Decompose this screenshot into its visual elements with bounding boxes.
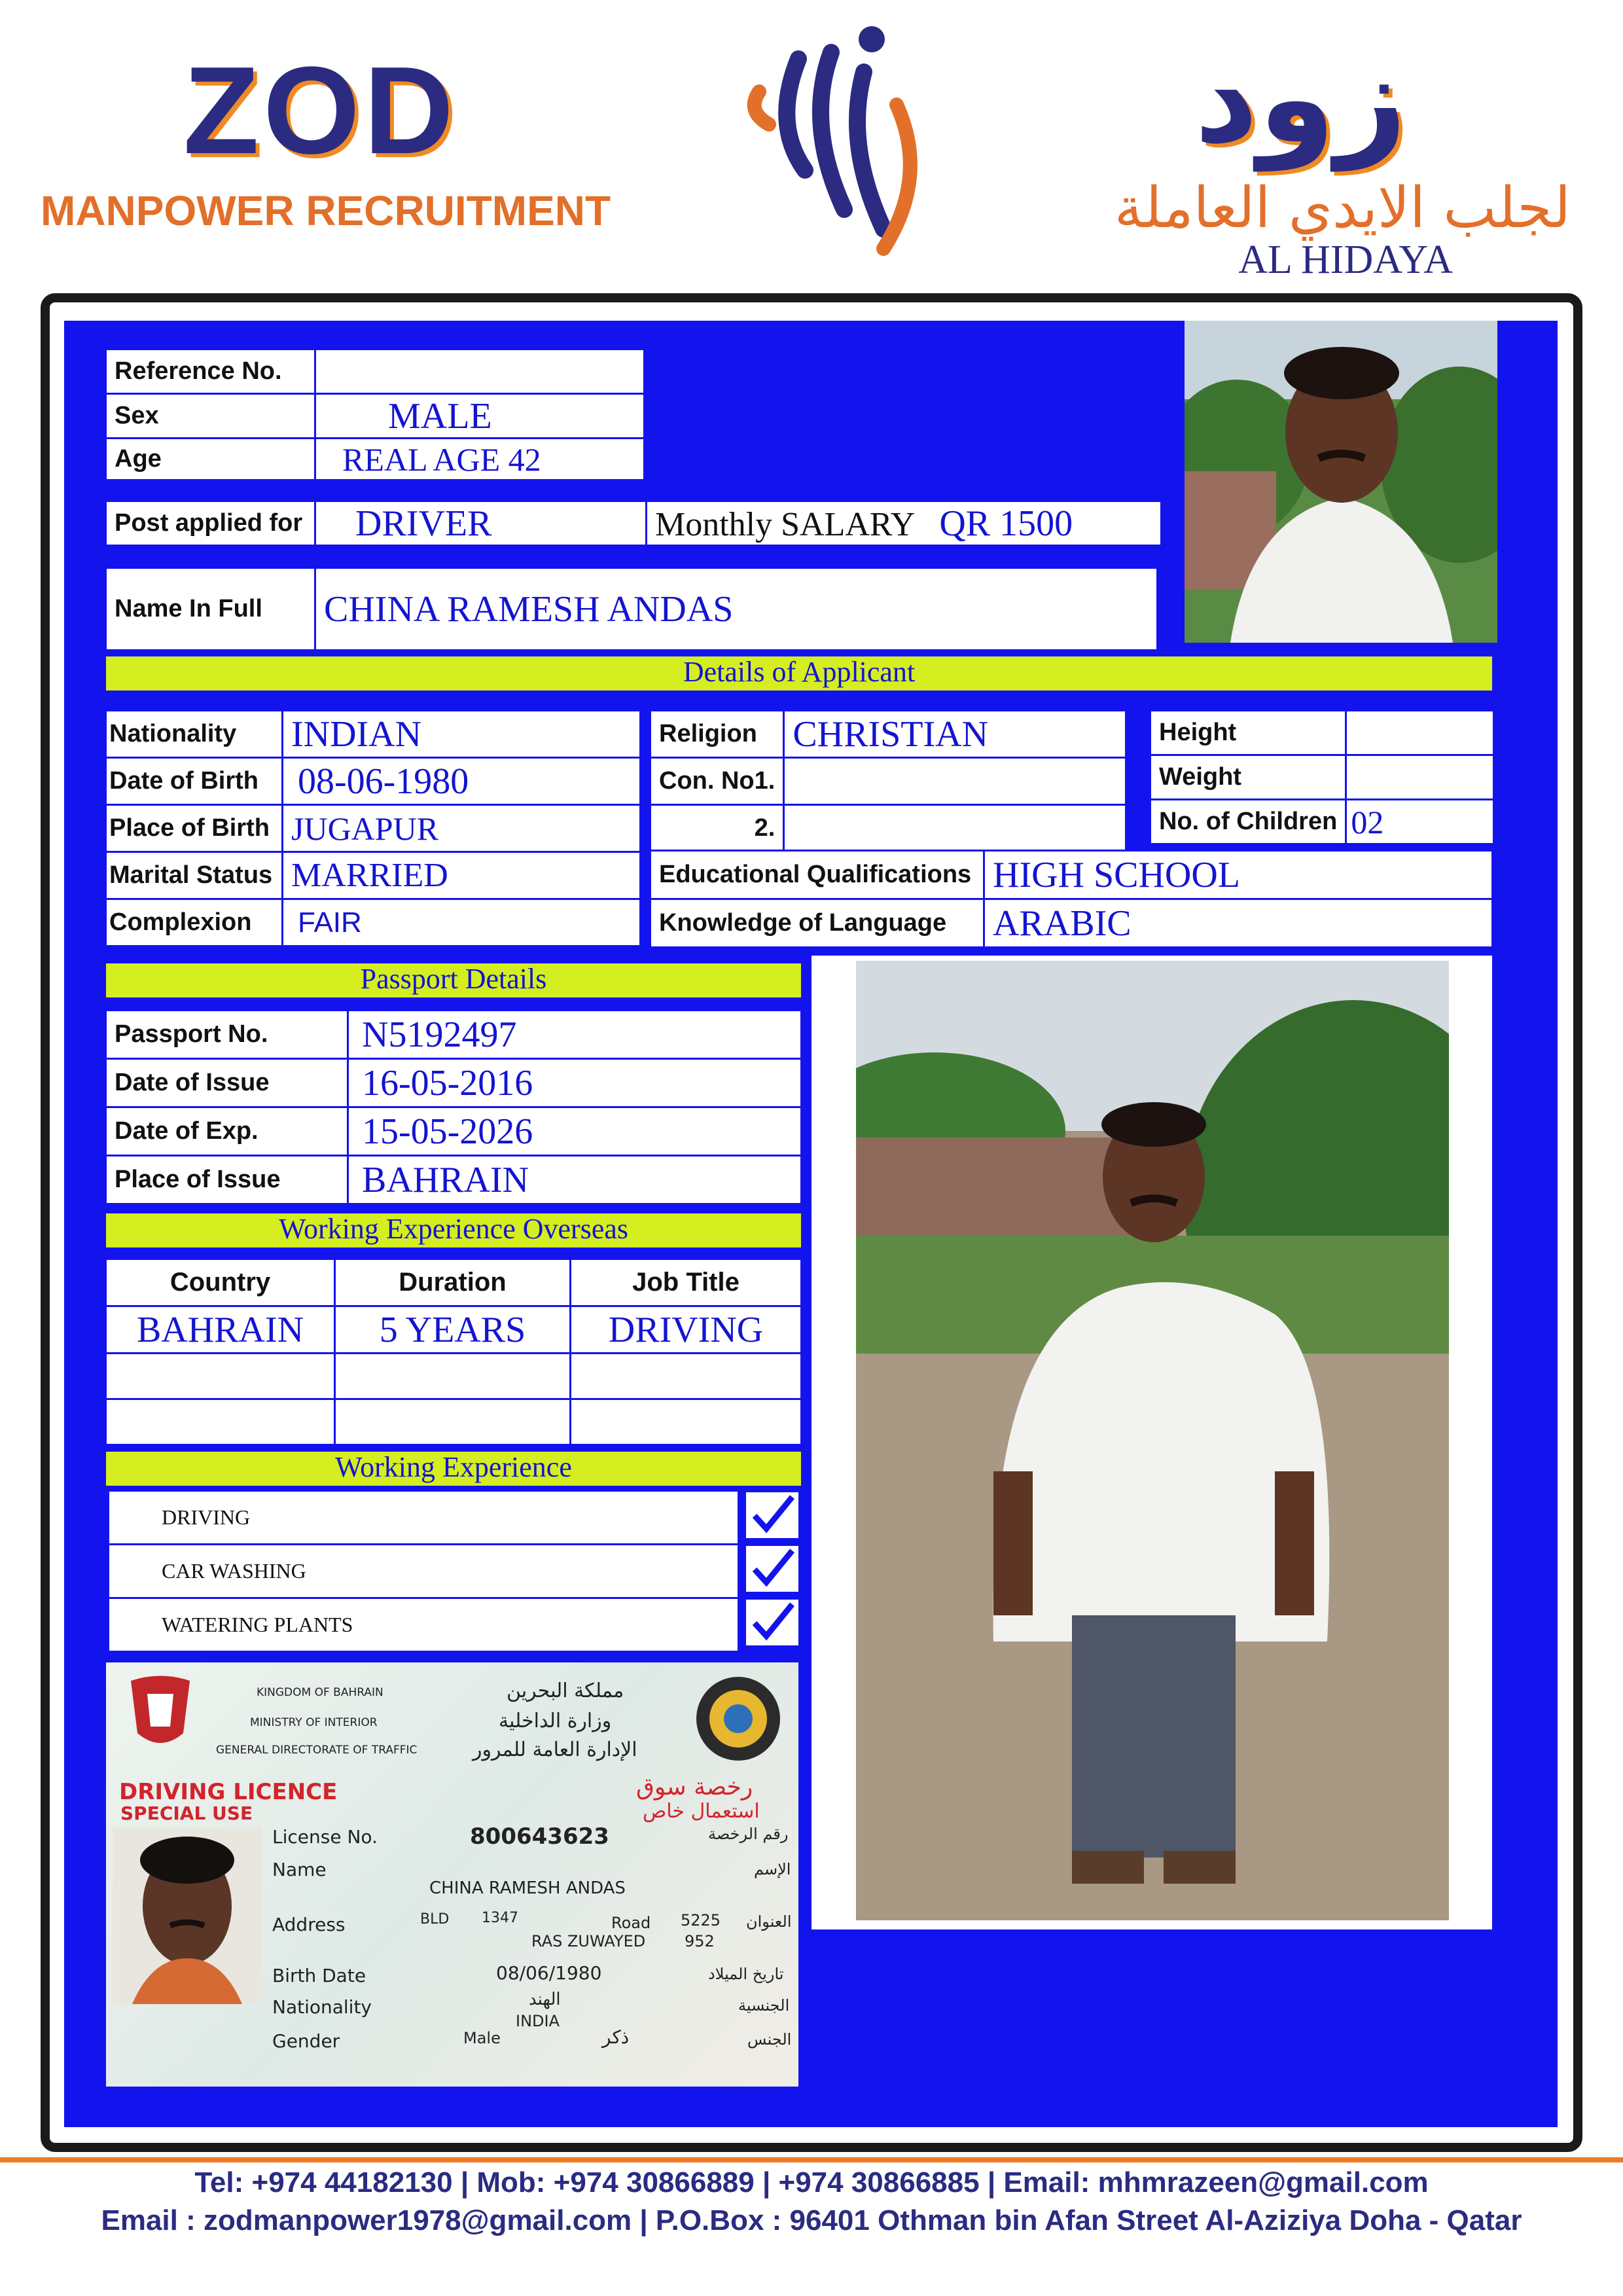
licence-ar-kingdom: مملكة البحرين xyxy=(507,1679,624,1702)
brand-arabic-subtitle: لجلب الايدي العاملة xyxy=(1114,175,1571,241)
issue-place-value: BAHRAIN xyxy=(348,1156,802,1204)
road-label: Road xyxy=(611,1914,651,1932)
name-ar: الإسم xyxy=(754,1860,791,1878)
road-value: 5225 xyxy=(681,1911,721,1929)
gender-label: Gender xyxy=(272,2030,340,2052)
name-table xyxy=(105,567,1158,651)
con2-value xyxy=(784,805,1126,852)
licence-type: DRIVING LICENCE xyxy=(119,1779,338,1805)
passport-table xyxy=(105,1009,802,1205)
reference-table xyxy=(105,348,645,481)
list-item xyxy=(109,1545,739,1598)
edu-value: HIGH SCHOOL xyxy=(984,851,1493,899)
address-ar: العنوان xyxy=(746,1912,792,1931)
birth-date-value: 08/06/1980 xyxy=(496,1962,602,1984)
birth-date-label: Birth Date xyxy=(272,1965,366,1986)
height-label: Height xyxy=(1150,711,1346,755)
marital-label: Marital Status xyxy=(106,852,283,899)
bahrain-emblem-icon xyxy=(118,1674,203,1753)
name-label: Name In Full xyxy=(106,568,315,651)
issue-date-label: Date of Issue xyxy=(106,1059,348,1107)
sex-label: Sex xyxy=(106,394,315,439)
dob-label: Date of Birth xyxy=(106,758,283,805)
edu-label: Educational Qualifications xyxy=(651,851,984,899)
weight-label: Weight xyxy=(1150,755,1346,800)
complexion-label: Complexion xyxy=(106,899,283,946)
list-item xyxy=(109,1598,739,1652)
experience-item-car-washing: CAR WASHING xyxy=(109,1545,739,1598)
height-value xyxy=(1346,711,1494,755)
passport-no-label: Passport No. xyxy=(106,1011,348,1059)
checkmark-icon[interactable] xyxy=(743,1490,801,1541)
table-row xyxy=(106,1306,802,1354)
gender-ar: الجنس xyxy=(747,2030,792,2049)
religion-label: Religion xyxy=(651,711,784,758)
address-label: Address xyxy=(272,1914,346,1935)
details-left-table xyxy=(105,709,641,947)
licence-ar-special: استعمال خاص xyxy=(643,1800,760,1823)
licence-special-use: SPECIAL USE xyxy=(120,1803,253,1824)
pob-value: JUGAPUR xyxy=(283,805,641,852)
col-job-header: Job Title xyxy=(571,1259,802,1306)
brand-emblem-icon xyxy=(733,13,942,262)
brand-logo-text: ZOD xyxy=(183,41,458,180)
licence-ministry: MINISTRY OF INTERIOR xyxy=(250,1716,378,1729)
nationality-field-label: Nationality xyxy=(272,1996,372,2018)
experience-item-watering-plants: WATERING PLANTS xyxy=(109,1598,739,1652)
col-duration-header: Duration xyxy=(335,1259,571,1306)
salary-label: Monthly SALARY xyxy=(655,505,914,543)
experience-section-title: Working Experience xyxy=(106,1452,801,1486)
expiry-date-value: 15-05-2026 xyxy=(348,1107,802,1156)
passport-no-value: N5192497 xyxy=(348,1011,802,1059)
dob-value: 08-06-1980 xyxy=(283,758,641,805)
block-value: 952 xyxy=(685,1932,715,1950)
table-row xyxy=(106,1399,802,1445)
con2-label: 2. xyxy=(651,805,784,852)
list-item xyxy=(109,1491,739,1545)
col-country-header: Country xyxy=(106,1259,335,1306)
physical-table xyxy=(1149,709,1495,845)
nationality-value: INDIAN xyxy=(283,711,641,758)
checkmark-icon[interactable] xyxy=(743,1597,801,1648)
ref-value xyxy=(315,350,645,394)
lang-value: ARABIC xyxy=(984,899,1493,948)
pob-label: Place of Birth xyxy=(106,805,283,852)
issue-date-value: 16-05-2016 xyxy=(348,1059,802,1107)
applicant-portrait-photo xyxy=(1185,321,1497,643)
licence-ar-directorate: الإدارة العامة للمرور xyxy=(473,1738,637,1761)
licence-directorate: GENERAL DIRECTORATE OF TRAFFIC xyxy=(216,1744,418,1757)
brand-subtitle: MANPOWER RECRUITMENT xyxy=(41,187,611,234)
footer-divider xyxy=(0,2157,1623,2162)
licence-kingdom: KINGDOM OF BAHRAIN xyxy=(257,1686,383,1699)
nationality-field-value: INDIA xyxy=(516,2012,560,2030)
nationality-ar-value: الهند xyxy=(529,1990,561,2009)
overseas-table xyxy=(105,1258,802,1446)
country-cell: BAHRAIN xyxy=(106,1306,335,1354)
weight-value xyxy=(1346,755,1494,800)
qualification-table xyxy=(649,850,1493,948)
birth-date-ar: تاريخ الميلاد xyxy=(708,1965,784,1983)
ministry-seal-icon xyxy=(692,1673,784,1765)
duration-cell: 5 YEARS xyxy=(335,1306,571,1354)
licence-name-value: CHINA RAMESH ANDAS xyxy=(429,1878,626,1898)
ref-label: Reference No. xyxy=(106,350,315,394)
religion-table xyxy=(649,709,1127,853)
gender-value: Male xyxy=(463,2029,501,2047)
licence-ar-type: رخصة سوق xyxy=(636,1774,753,1801)
complexion-value: FAIR xyxy=(283,899,641,946)
gender-ar-value: ذكر xyxy=(602,2026,630,2048)
con1-label: Con. No1. xyxy=(651,758,784,805)
salary-cell xyxy=(647,501,1162,546)
footer-contact-line1: Tel: +974 44182130 | Mob: +974 30866889 | +974 30866885 | Email: mhmrazeen@gmail.com xyxy=(194,2166,1429,2198)
sex-value: MALE xyxy=(315,394,645,439)
footer-contact-line2: Email : zodmanpower1978@gmail.com | P.O.Box : 96401 Othman bin Afan Street Al-Aziziya Doha - Qatar xyxy=(101,2204,1522,2236)
age-label: Age xyxy=(106,439,315,480)
license-no-value: 800643623 xyxy=(470,1823,609,1850)
age-value: REAL AGE 42 xyxy=(315,439,645,480)
post-value: DRIVER xyxy=(315,501,647,546)
experience-table xyxy=(107,1490,740,1653)
overseas-section-title: Working Experience Overseas xyxy=(106,1213,801,1247)
experience-item-driving: DRIVING xyxy=(109,1491,739,1545)
nationality-label: Nationality xyxy=(106,711,283,758)
driving-licence-card xyxy=(106,1662,798,2087)
area-value: RAS ZUWAYED xyxy=(531,1932,646,1950)
licence-ar-ministry: وزارة الداخلية xyxy=(499,1710,612,1732)
applicant-full-photo xyxy=(856,961,1449,1920)
job-cell: DRIVING xyxy=(571,1306,802,1354)
licence-holder-photo xyxy=(113,1827,262,2004)
bld-label: BLD xyxy=(420,1911,450,1928)
lang-label: Knowledge of Language xyxy=(651,899,984,948)
religion-value: CHRISTIAN xyxy=(784,711,1126,758)
con1-value xyxy=(784,758,1126,805)
brand-arabic-logo: زود xyxy=(1194,26,1407,171)
post-label: Post applied for xyxy=(106,501,315,546)
nationality-ar: الجنسية xyxy=(738,1996,790,2015)
passport-section-title: Passport Details xyxy=(106,963,801,997)
details-section-title: Details of Applicant xyxy=(106,656,1492,691)
children-value: 02 xyxy=(1346,800,1494,844)
marital-value: MARRIED xyxy=(283,852,641,899)
bld-value: 1347 xyxy=(482,1910,518,1926)
salary-value: QR 1500 xyxy=(939,503,1073,544)
post-table xyxy=(105,500,1162,547)
license-no-ar: رقم الرخصة xyxy=(708,1825,789,1843)
table-row xyxy=(106,1354,802,1399)
checkmark-icon[interactable] xyxy=(743,1543,801,1594)
children-label: No. of Children xyxy=(1150,800,1346,844)
brand-al-hidaya: AL HIDAYA xyxy=(1238,238,1453,282)
license-no-label: License No. xyxy=(272,1826,378,1848)
issue-place-label: Place of Issue xyxy=(106,1156,348,1204)
name-value: CHINA RAMESH ANDAS xyxy=(315,568,1158,651)
expiry-date-label: Date of Exp. xyxy=(106,1107,348,1156)
name-field-label: Name xyxy=(272,1859,327,1880)
